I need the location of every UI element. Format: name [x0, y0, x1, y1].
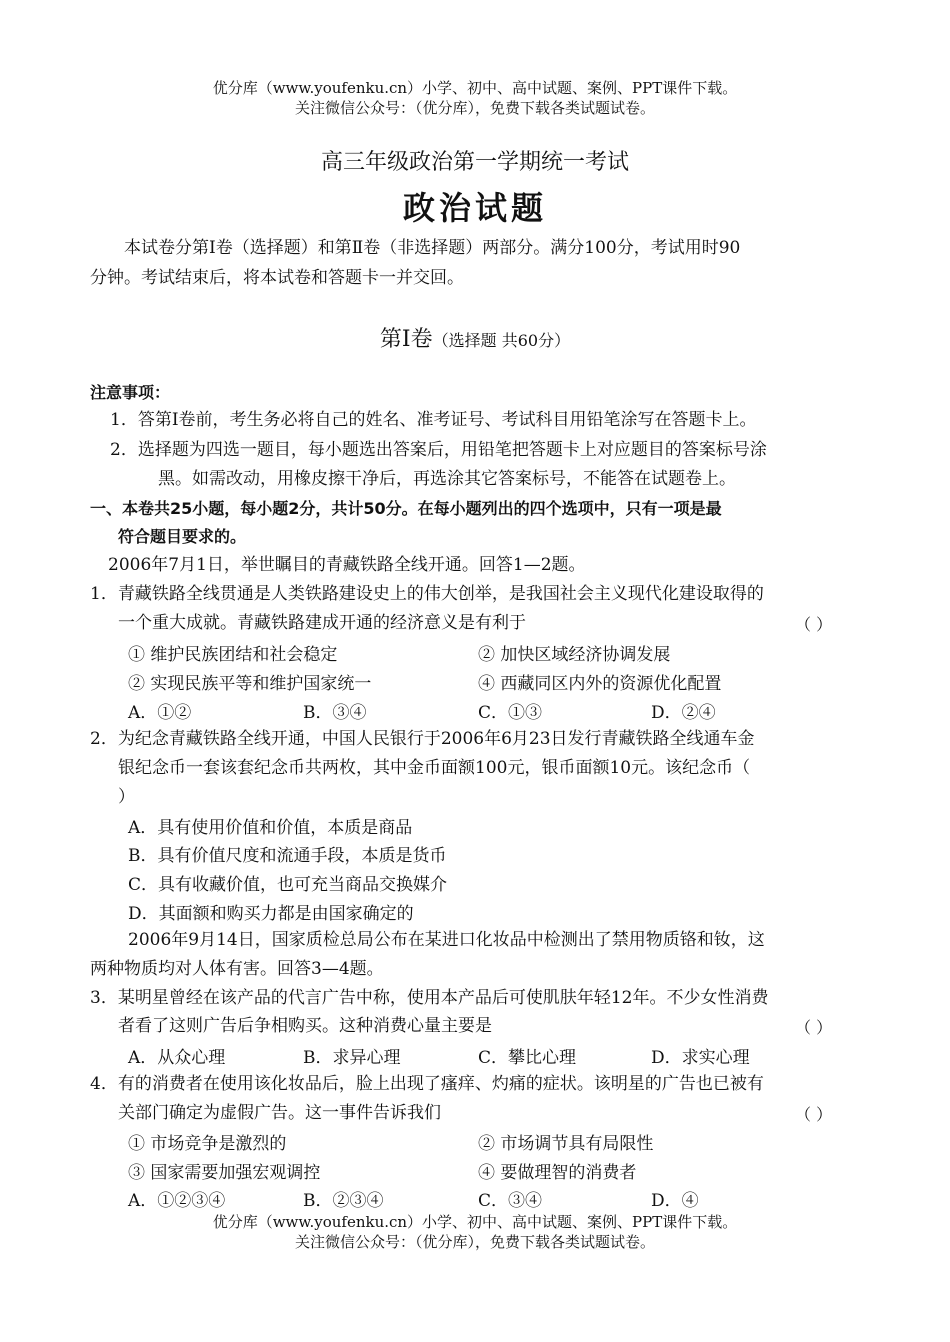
q1-line-1: 1．青藏铁路全线贯通是人类铁路建设史上的伟大创举，是我国社会主义现代化建设取得的 [90, 584, 764, 604]
header-line-1: 优分库（www.youfenku.cn）小学、初中、高中试题、案例、PPT课件下载。 [212, 79, 738, 97]
q4-option-b: B．②③④ [303, 1191, 384, 1211]
intro-line-2: 分钟。考试结束后，将本试卷和答题卡一并交回。 [90, 268, 464, 288]
q4-answer-paren: （ ） [795, 1105, 833, 1124]
q2-line-3: ） [118, 787, 135, 807]
footer-line-1: 优分库（www.youfenku.cn）小学、初中、高中试题、案例、PPT课件下载。 [212, 1213, 738, 1231]
context-1: 2006年7月1日，举世瞩目的青藏铁路全线开通。回答1—2题。 [108, 555, 586, 575]
context-2-line-2: 两种物质均对人体有害。回答3—4题。 [90, 959, 384, 979]
q1-option-d: D．②④ [651, 703, 716, 723]
q4-statement-2: ② 市场调节具有局限性 [478, 1134, 654, 1154]
q3-option-d: D．求实心理 [651, 1048, 750, 1068]
header-line-2: 关注微信公众号：（优分库），免费下载各类试题试卷。 [294, 99, 655, 117]
q4-statement-3: ③ 国家需要加强宏观调控 [128, 1163, 321, 1183]
section-sub: （选择题 共60分） [432, 331, 571, 350]
q1-statement-2: ② 加快区域经济协调发展 [478, 645, 671, 665]
notice-item-2a: 2．选择题为四选一题目，每小题选出答案后，用铅笔把答题卡上对应题目的答案标号涂 [110, 440, 767, 460]
notice-item-1: 1．答第Ⅰ卷前，考生务必将自己的姓名、准考证号、考试科目用铅笔涂写在答题卡上。 [110, 410, 757, 430]
footer-line-2: 关注微信公众号：（优分库），免费下载各类试题试卷。 [294, 1233, 655, 1251]
q1-statement-1: ① 维护民族团结和社会稳定 [128, 645, 338, 665]
q4-line-1: 4．有的消费者在使用该化妆品后，脸上出现了瘙痒、灼痛的症状。该明星的广告也已被有 [90, 1074, 764, 1094]
q1-statement-4: ④ 西藏同区内外的资源优化配置 [478, 674, 722, 694]
q2-option-a: A．具有使用价值和价值，本质是商品 [128, 818, 413, 838]
exam-title: 高三年级政治第一学期统一考试 [320, 150, 629, 175]
notice-item-2b: 黑。如需改动，用橡皮擦干净后，再选涂其它答案标号，不能答在试题卷上。 [158, 469, 736, 489]
q1-answer-paren: （ ） [795, 615, 833, 634]
q2-line-2: 银纪念币一套该套纪念币共两枚，其中金币面额100元，银币面额10元。该纪念币（ [118, 758, 751, 778]
q4-line-2: 关部门确定为虚假广告。这一事件告诉我们 [118, 1103, 441, 1123]
q4-option-a: A．①②③④ [128, 1191, 226, 1211]
q2-option-b: B．具有价值尺度和流通手段，本质是货币 [128, 846, 447, 866]
q3-line-2: 者看了这则广告后争相购买。这种消费心量主要是 [118, 1016, 492, 1036]
q1-option-a: A．①② [128, 703, 192, 723]
q1-option-b: B．③④ [303, 703, 367, 723]
part1-line-1: 一、本卷共25小题，每小题2分，共计50分。在每小题列出的四个选项中，只有一项是最 [90, 499, 722, 518]
q2-option-c: C．具有收藏价值，也可充当商品交换媒介 [128, 875, 448, 895]
q3-option-b: B．求异心理 [303, 1048, 401, 1068]
exam-subtitle: 政治试题 [402, 189, 547, 227]
q2-option-d: D．其面额和购买力都是由国家确定的 [128, 904, 414, 924]
q3-line-1: 3．某明星曾经在该产品的代言广告中称，使用本产品后可使肌肤年轻12年。不少女性消费 [90, 988, 769, 1008]
q1-line-2: 一个重大成就。青藏铁路建成开通的经济意义是有利于 [118, 613, 526, 633]
q4-option-c: C．③④ [478, 1191, 543, 1211]
part1-line-2: 符合题目要求的。 [118, 527, 247, 546]
q3-option-a: A．从众心理 [128, 1048, 226, 1068]
notice-heading: 注意事项： [90, 383, 171, 402]
section-heading [0, 322, 950, 353]
q4-option-d: D．④ [651, 1191, 699, 1211]
intro-line-1: 本试卷分第Ⅰ卷（选择题）和第Ⅱ卷（非选择题）两部分。满分100分，考试用时90 [124, 238, 741, 258]
q4-statement-4: ④ 要做理智的消费者 [478, 1163, 637, 1183]
context-2-line-1: 2006年9月14日，国家质检总局公布在某进口化妆品中检测出了禁用物质铬和钕，这 [128, 930, 765, 950]
q1-statement-3: ② 实现民族平等和维护国家统一 [128, 674, 372, 694]
q4-statement-1: ① 市场竞争是激烈的 [128, 1134, 287, 1154]
q1-option-c: C．①③ [478, 703, 543, 723]
section-main: 第Ⅰ卷 [379, 327, 433, 352]
q3-option-c: C．攀比心理 [478, 1048, 577, 1068]
q2-line-1: 2．为纪念青藏铁路全线开通，中国人民银行于2006年6月23日发行青藏铁路全线通车金 [90, 729, 755, 749]
q3-answer-paren: （ ） [795, 1018, 833, 1037]
